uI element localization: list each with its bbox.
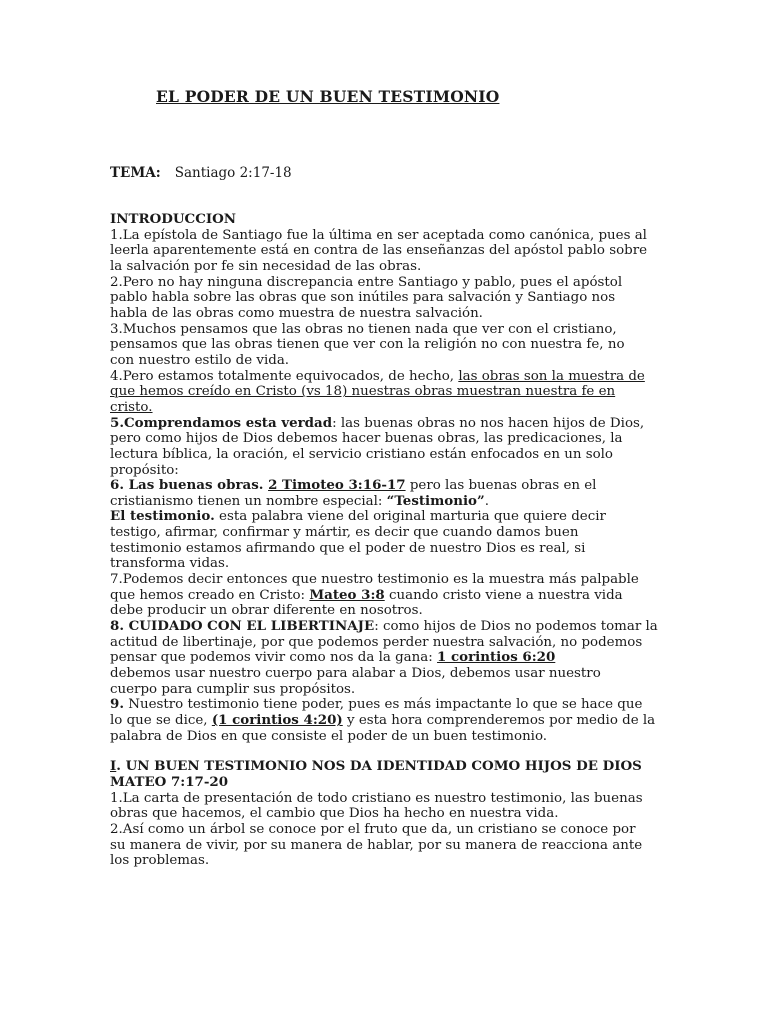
p4-underlined-text: que hemos creído en Cristo (vs 18) nuestras obras muestran nuestra fe en <box>110 384 616 400</box>
section-spacer <box>110 744 660 759</box>
document-title: EL PODER DE UN BUEN TESTIMONIO <box>156 87 500 106</box>
tema-value: Santiago 2:17-18 <box>174 165 292 181</box>
p5-line: pero como hijos de Dios debemos hacer buenas obras, las predicaciones, la <box>110 431 623 447</box>
p9-text: Nuestro testimonio tiene poder, pues es más impactante lo que se hace que <box>123 697 643 713</box>
s1p2-line: su manera de vivir, por su manera de hablar, por su manera de reacciona ante <box>110 837 643 853</box>
section1-heading-ref: MATEO 7:17-20 <box>110 773 229 790</box>
p5-line: lectura bíblica, la oración, el servicio cristiano están enfocados en un solo <box>110 446 613 462</box>
p6-text: pero las buenas obras en el <box>405 478 597 494</box>
p9-line <box>110 713 660 729</box>
p8-line <box>110 650 660 666</box>
p6-bold: 6. Las buenas obras. <box>110 477 269 494</box>
p3-line: con nuestro estilo de vida. <box>110 352 290 368</box>
p6-text: . <box>484 493 489 509</box>
p9-bold: 9. <box>110 696 124 713</box>
tema-label: TEMA: <box>110 165 161 181</box>
p8-line <box>110 619 660 635</box>
section1-heading-text: . UN BUEN TESTIMONIO NOS DA IDENTIDAD COMO HIJOS DE DIOS <box>116 758 642 775</box>
p8-line: cuerpo para cumplir sus propósitos. <box>110 681 356 697</box>
p7-text: cuando cristo viene a nuestra vida <box>384 587 623 603</box>
p3-line: pensamos que las obras tienen que ver con la religión no con nuestra fe, no <box>110 337 625 353</box>
p8-line: debemos usar nuestro cuerpo para alabar a Dios, debemos usar nuestro <box>110 666 601 682</box>
p6-bold: “Testimonio” <box>386 492 485 509</box>
section1-numeral: I <box>110 758 117 775</box>
p4-line <box>110 384 660 400</box>
testimonio-bold: El testimonio. <box>110 508 215 525</box>
p9-line <box>110 697 660 713</box>
p5-text: : las buenas obras no nos hacen hijos de Dios, <box>332 415 645 431</box>
p1-line: la salvación por fe sin necesidad de las obras. <box>110 258 422 274</box>
p4-underlined-text: las obras son la muestra de <box>458 368 645 384</box>
p7-line: 7.Podemos decir entonces que nuestro testimonio es la muestra más palpable <box>110 572 639 588</box>
testimonio-line: transforma vidas. <box>110 556 230 572</box>
p3-line: 3.Muchos pensamos que las obras no tienen nada que ver con el cristiano, <box>110 321 617 337</box>
intro-heading <box>110 212 660 228</box>
p8-scripture-ref: 1 corintios 6:20 <box>437 649 556 666</box>
s1p2-line: 2.Así como un árbol se conoce por el fruto que da, un cristiano se conoce por <box>110 821 636 837</box>
p9-scripture-ref: (1 corintios 4:20) <box>211 712 343 728</box>
p7-line <box>110 588 660 604</box>
p8-bold: 8. CUIDADO CON EL LIBERTINAJE <box>110 618 375 635</box>
p7-scripture-ref: Mateo 3:8 <box>309 586 385 603</box>
p4-line <box>110 400 660 416</box>
p4-underlined-text: cristo. <box>110 399 153 415</box>
s1p1-line: obras que hacemos, el cambio que Dios ha hecho en nuestra vida. <box>110 806 559 822</box>
p7-text: que hemos creado en Cristo: <box>110 587 310 603</box>
p6-line <box>110 478 660 494</box>
p2-line: habla de las obras como muestra de nuestra salvación. <box>110 305 483 321</box>
s1p2-line: los problemas. <box>110 853 210 869</box>
p9-text: lo que se dice, <box>110 713 212 728</box>
p9-text: y esta hora comprenderemos por medio de la <box>342 713 656 728</box>
p5-bold: 5.Comprendamos esta verdad <box>110 414 333 431</box>
p8-line: actitud de libertinaje, por que podemos perder nuestra salvación, no podemos <box>110 634 643 650</box>
testimonio-text: esta palabra viene del original marturia que quiere decir <box>214 509 606 525</box>
p4-line <box>110 369 660 385</box>
p8-text: : como hijos de Dios no podemos tomar la <box>374 619 658 635</box>
p7-line: debe producir un obrar diferente en nosotros. <box>110 603 423 619</box>
p6-line <box>110 494 660 510</box>
p1-line: leerla aparentemente está en contra de las enseñanzas del apóstol pablo sobre <box>110 243 648 259</box>
testimonio-line: testigo, afirmar, confirmar y mártir, es decir que cuando damos buen <box>110 525 579 541</box>
p6-text: cristianismo tienen un nombre especial: <box>110 493 387 509</box>
p4-text: 4.Pero estamos totalmente equivocados, de hecho, <box>110 368 459 384</box>
p2-line: 2.Pero no hay ninguna discrepancia entre Santiago y pablo, pues el apóstol <box>110 274 623 290</box>
p9-line: palabra de Dios en que consiste el poder de un buen testimonio. <box>110 728 548 744</box>
p8-text: pensar que podemos vivir como nos da la gana: <box>110 650 438 666</box>
p2-line: pablo habla sobre las obras que son inútiles para salvación y Santiago nos <box>110 290 616 306</box>
document-body <box>110 212 660 869</box>
section1-heading <box>110 759 660 775</box>
p5-line: propósito: <box>110 462 179 478</box>
intro-heading-text: INTRODUCCION <box>110 211 237 227</box>
p5-line <box>110 416 660 432</box>
section1-heading <box>110 775 660 791</box>
testimonio-line: testimonio estamos afirmando que el poder de nuestro Dios es real, si <box>110 540 586 556</box>
p6-scripture-ref: 2 Timoteo 3:16-17 <box>268 477 406 494</box>
testimonio-line <box>110 509 660 525</box>
p1-line: 1.La epístola de Santiago fue la última en ser aceptada como canónica, pues al <box>110 227 647 243</box>
s1p1-line: 1.La carta de presentación de todo cristiano es nuestro testimonio, las buenas <box>110 790 643 806</box>
tema-line <box>110 165 292 181</box>
